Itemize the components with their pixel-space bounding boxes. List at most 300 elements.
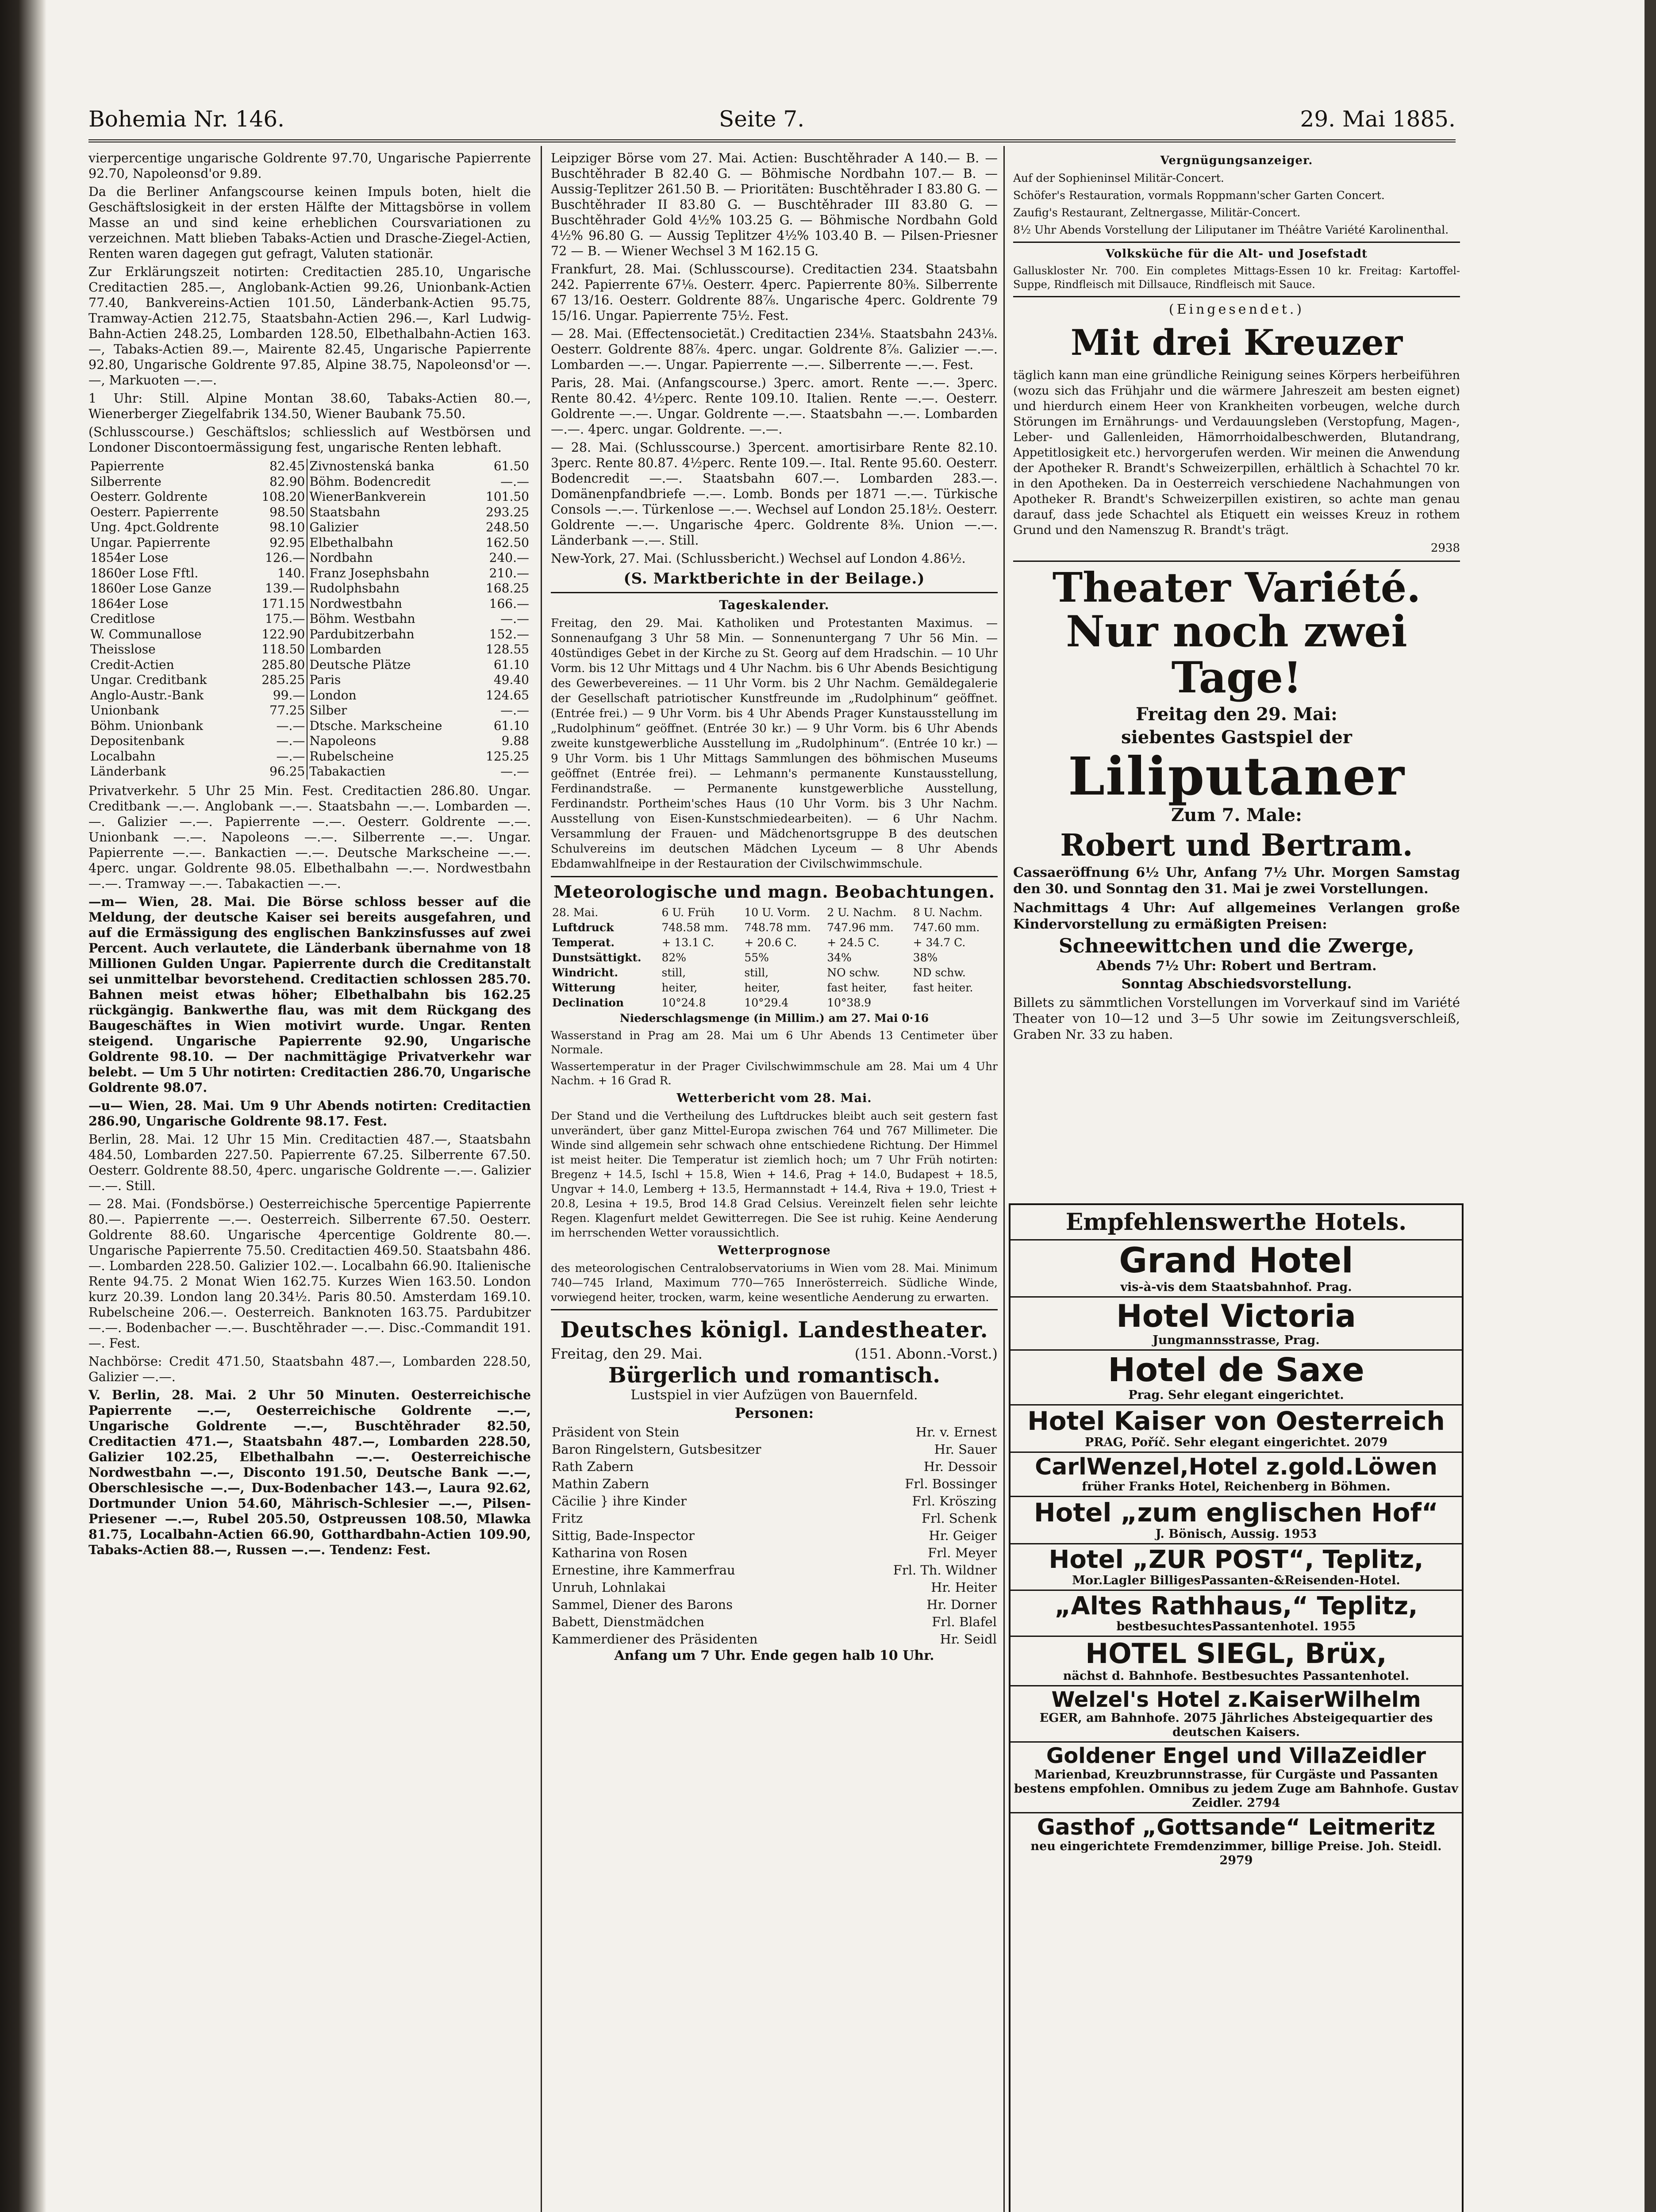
quote-value: 61.10 <box>493 657 529 672</box>
quote-name: Böhm. Unionbank <box>90 718 203 733</box>
quote-value: 124.65 <box>486 687 529 703</box>
quote-value: —.— <box>250 718 307 734</box>
quote-row <box>88 642 531 657</box>
hotel-name: CarlWenzel,Hotel z.gold.Löwen <box>1035 1454 1437 1481</box>
berlin-afternoon-report: V. Berlin, 28. Mai. 2 Uhr 50 Minuten. Oesterreichische Papierrente —.—, Oesterreichische Goldrente —.—, Ungarische Goldrente —.—, Buschtěhrader 82.50, Creditactien 471.—, Staatsbahn 487.—, Lombarden 228.50, Galizier 102.25, Elbethalbahn —.—. Oesterreichische Nordwestbahn —.—, Disconto 191.50, Deutsche Bank —.—, Oberschlesische —.—, Dux-Bodenbacher 143.—, Laura 92.62, Dortmunder Union 54.60, Mährisch-Schlesier —.—, Pilsen-Priesener —.—, Rubel 205.50, Ostpreussen 108.50, Mlawka 81.75, Localbahn-Actien 66.90, Gotthardbahn-Actien 109.90, Tabaks-Actien 88.—, Russen —.—. Tendenz: Fest. <box>88 1387 531 1557</box>
variete-mal: Zum 7. Male: <box>1171 805 1302 826</box>
theatre-date: Freitag, den 29. Mai. (151. Abonn.-Vorst.) <box>551 1345 998 1362</box>
quote-name: Napoleons <box>309 733 377 748</box>
quote-value: —.— <box>250 733 307 749</box>
hotel-name: Hotel „ZUR POST“, Teplitz, <box>1049 1545 1424 1575</box>
hotel-ad <box>1011 1406 1462 1453</box>
cast-row <box>551 1631 998 1648</box>
quote-name: Oesterr. Papierrente <box>90 504 219 519</box>
cast-actor: Hr. Dessoir <box>923 1459 997 1474</box>
quote-value: 92.95 <box>250 535 307 551</box>
hotels-title: Empfehlenswerthe Hotels. <box>1065 1209 1407 1236</box>
meteo-cell: + 13.1 C. <box>661 936 715 949</box>
hotel-details: Prag. Sehr elegant eingerichtet. <box>1128 1388 1344 1402</box>
cast-row <box>551 1613 998 1631</box>
cast-actor: Frl. Meyer <box>928 1545 997 1560</box>
meteo-cell: 55% <box>744 951 769 964</box>
closing-quotes-table <box>88 459 531 780</box>
quote-value: 96.25 <box>250 764 307 780</box>
quote-name: 1854er Lose <box>90 550 169 565</box>
hotel-name: Hotel de Saxe <box>1108 1351 1364 1389</box>
quote-row <box>88 550 531 566</box>
quote-value: 61.50 <box>493 459 529 473</box>
meteo-cell: fast heiter, <box>827 981 888 994</box>
hotel-ad <box>1011 1686 1462 1743</box>
cast-actor: Hr. Seidl <box>940 1632 997 1647</box>
quote-value: 98.50 <box>250 505 307 520</box>
quote-name: Nordwestbahn <box>309 596 402 611</box>
quote-row <box>88 688 531 703</box>
variete-text: Billets zu sämmtlichen Vorstellungen im Vorverkauf sind im Variété Theater von 10—12 und 3—5 Uhr sowie im Zeitungsverschleiß, Graben Nr. 33 zu haben. <box>1013 995 1460 1042</box>
divider <box>551 592 998 593</box>
hotel-ad <box>1011 1544 1462 1591</box>
quote-name: 1864er Lose <box>90 596 169 611</box>
quote-name: Paris <box>309 672 341 687</box>
quote-row <box>88 703 531 718</box>
cast-actor: Hr. Heiter <box>931 1580 997 1595</box>
quote-value: —.— <box>250 749 307 764</box>
quote-name: Ungar. Papierrente <box>90 535 211 550</box>
theatre-times: Anfang um 7 Uhr. Ende gegen halb 10 Uhr. <box>614 1648 934 1663</box>
quote-value: 175.— <box>250 611 307 627</box>
hotel-name: Hotel Kaiser von Oesterreich <box>1027 1406 1445 1436</box>
cast-row <box>551 1596 998 1613</box>
meteo-note: Wassertemperatur in der Prager Civilschwimmschule am 28. Mai um 4 Uhr Nachm. + 16 Grad R. <box>551 1060 998 1087</box>
cast-row <box>551 1510 998 1527</box>
quote-value: 77.25 <box>250 703 307 718</box>
cast-role: Katharina von Rosen <box>552 1545 688 1560</box>
meteo-table <box>551 905 998 1010</box>
quote-name: Anglo-Austr.-Bank <box>90 687 204 703</box>
quote-row <box>88 718 531 734</box>
meteo-cell: still, <box>661 966 686 979</box>
market-paragraph: Privatverkehr. 5 Uhr 25 Min. Fest. Creditactien 286.80. Ungar. Creditbank —.—. Anglobank —.—. Staatsbahn —.—. Lombarden —.—. Galizier —.—. Papierrente —.—. Oesterr. Goldrente —.—. Unionbank —.—. Napoleons —.—. Silberrente —.—. Ungar. Papierrente —.—. Bankactien —.—. Deutsche Markscheine —.—. 4perc. ungar. Goldrente 98.05. Elbethalbahn —.—. Nordwestbahn —.—. Tramway —.—. Tabakactien —.—. <box>88 783 531 891</box>
hotel-ad <box>1011 1637 1462 1686</box>
quote-value: —.— <box>500 611 529 626</box>
quote-name: Unionbank <box>90 703 159 718</box>
entertainment-item: 8½ Uhr Abends Vorstellung der Liliputaner im Théâtre Variété Karolinenthal. <box>1013 223 1449 236</box>
quote-row <box>88 764 531 780</box>
quote-value: —.— <box>500 703 529 718</box>
quote-name: London <box>309 687 357 703</box>
quote-value: 171.15 <box>250 596 307 612</box>
variete-days-left: Nur noch zwei Tage! <box>1066 607 1407 703</box>
column-advertisements <box>1013 150 1460 1045</box>
meteo-cell: 747.60 mm. <box>913 921 980 934</box>
hotel-name: Grand Hotel <box>1119 1241 1353 1281</box>
cast-row <box>551 1441 998 1458</box>
header-page-number: Seite 7. <box>719 106 805 132</box>
meteo-cell: fast heiter. <box>913 981 973 994</box>
hotel-ad <box>1011 1351 1462 1406</box>
cast-role: Sammel, Diener des Barons <box>552 1597 733 1612</box>
quote-value: 61.10 <box>493 718 529 733</box>
header-date: 29. Mai 1885. <box>1300 106 1456 132</box>
meteo-note: Wasserstand in Prag am 28. Mai um 6 Uhr Abends 13 Centimeter über Normale. <box>551 1029 998 1056</box>
meteo-cell: 38% <box>913 951 938 964</box>
ad-number: 2938 <box>1430 541 1460 555</box>
quote-name: Böhm. Westbahn <box>309 611 415 626</box>
cast-row <box>551 1527 998 1544</box>
quote-row <box>88 566 531 581</box>
quote-name: Rubelscheine <box>309 749 394 764</box>
quote-value: 128.55 <box>486 642 529 657</box>
cast-role: Baron Ringelstern, Gutsbesitzer <box>552 1442 761 1457</box>
meteo-cell: heiter, <box>661 981 698 994</box>
variete-title: Theater Variété. <box>1052 564 1421 611</box>
hotels-title-block <box>1011 1205 1462 1240</box>
hotel-details: Mor.Lagler BilligesPassanten-&Reisenden-Hotel. <box>1072 1573 1400 1587</box>
hotel-name: „Altes Rathhaus,“ Teplitz, <box>1054 1591 1418 1621</box>
quote-row <box>88 520 531 535</box>
hotel-details: bestbesuchtesPassantenhotel. 1955 <box>1116 1620 1356 1634</box>
quote-value: 139.— <box>250 581 307 596</box>
quote-name: Credit-Actien <box>90 657 174 672</box>
hotel-name: Hotel Victoria <box>1116 1298 1356 1334</box>
weather-report: Der Stand und die Vertheilung des Luftdruckes bleibt auch seit gestern fast unverändert, über ganz Mittel-Europa zwischen 764 und 767 Millimeter. Die Winde sind allgemein sehr schwach ohne entschiedene Richtung. Der Himmel ist meist heiter. Die Temperatur ist ziemlich hoch; um 7 Uhr Früh notirten: Bregenz + 14.5, Ischl + 15.8, Wien + 14.6, Prag + 14.0, Budapest + 18.5, Ungvar + 14.0, Lemberg + 13.5, Hermannstadt + 14.4, Riva + 19.0, Triest + 20.8, Lesina + 19.5, Brod 14.8 Grad Celsius. Vereinzelt fielen sehr leichte Regen. Klagenfurt meldet Gewitterregen. Die See ist ruhig. Keine Aenderung im herrschenden Wetter voraussichtlich. <box>551 1110 998 1239</box>
quote-value: 126.— <box>250 550 307 566</box>
quote-value: 82.45 <box>250 459 307 474</box>
quote-value: 99.— <box>250 688 307 703</box>
cast-actor: Hr. v. Ernest <box>915 1425 997 1440</box>
meteo-row <box>551 980 998 995</box>
variete-text: Abends 7½ Uhr: Robert und Bertram. <box>1096 958 1377 974</box>
liliputaner-headline: Liliputaner <box>1068 745 1405 807</box>
quote-row <box>88 672 531 688</box>
quote-row <box>88 459 531 474</box>
paris-report: Paris, 28. Mai. (Anfangscourse.) 3perc. amort. Rente —.—. 3perc. Rente 80.42. 4½perc. Rente 109.10. Italien. Rente —.—. Oesterr. Goldrente —.—. Ungar. Goldrente —.—. Staatsbahn —.—. Lombarden —.—. 4perc. ungar. Goldrente. —.—. <box>551 376 998 437</box>
quote-name: Elbethalbahn <box>309 535 393 550</box>
quote-value: 125.25 <box>486 749 529 764</box>
hotel-name: Gasthof „Gottsande“ Leitmeritz <box>1037 1814 1436 1840</box>
meteo-cell: Temperat. <box>552 936 615 949</box>
quote-name: Länderbank <box>90 764 166 779</box>
quote-name: Franz Josephsbahn <box>309 565 430 580</box>
quote-name: Silberrente <box>90 474 161 489</box>
quote-name: Lombarden <box>309 642 381 657</box>
quote-value: 166.— <box>489 596 529 611</box>
hotel-ad <box>1011 1813 1462 1870</box>
meteo-cell: 82% <box>661 951 687 964</box>
meteo-header-cell: 10 U. Vorm. <box>744 906 811 919</box>
scan-page-edge-right <box>1644 0 1656 2212</box>
market-paragraph: 1 Uhr: Still. Alpine Montan 38.60, Tabaks-Actien 80.—, Wienerberger Ziegelfabrik 134.50, Wiener Baubank 75.50. <box>88 391 531 421</box>
frankfurt-effecten: — 28. Mai. (Effectensocietät.) Creditactien 234⅛. Staatsbahn 243⅛. Oesterr. Goldrente 88⅞. 4perc. ungar. Goldrente 8⁷⁄₈. Galizier —.—. Lombarden —.—. Ungar. Papierrente —.—. Silberrente —.—. Fest. <box>551 326 998 372</box>
cast-row <box>551 1579 998 1596</box>
quote-name: Depositenbank <box>90 733 184 748</box>
quote-name: Staatsbahn <box>309 504 380 519</box>
quote-name: Galizier <box>309 520 358 534</box>
newyork-report: New-York, 27. Mai. (Schlussbericht.) Wechsel auf London 4.86½. <box>551 551 966 566</box>
hotel-ad <box>1011 1497 1462 1544</box>
meteo-row <box>551 950 998 965</box>
robert-bertram: Robert und Bertram. <box>1060 828 1413 863</box>
quote-name: WienerBankverein <box>309 489 426 504</box>
hotel-ad <box>1011 1298 1462 1351</box>
quote-name: Pardubitzerbahn <box>309 626 415 641</box>
hotel-name: Welzel's Hotel z.KaiserWilhelm <box>1051 1687 1421 1712</box>
quote-row <box>88 627 531 642</box>
hotel-name: Goldener Engel und VillaZeidler <box>1046 1743 1426 1769</box>
quote-row <box>88 535 531 551</box>
cast-role: Fritz <box>552 1511 583 1526</box>
meteo-cell: + 20.6 C. <box>744 936 797 949</box>
play-title: Bürgerlich und romantisch. <box>608 1363 940 1388</box>
frankfurt-report: Frankfurt, 28. Mai. (Schlusscourse). Creditactien 234. Staatsbahn 242. Papierrente 67⅛. Oesterr. 4perc. Papierrente 80⅜. Silberrente 67 13/16. Oesterr. Goldrente 88⅞. Ungarische 4perc. Goldrente 79 15/16. Ungar. Papierrente 75½. Fest. <box>551 262 998 323</box>
quote-name: Creditlose <box>90 611 155 626</box>
market-paragraph: Da die Berliner Anfangscourse keinen Impuls boten, hielt die Geschäftslosigkeit in der ersten Hälfte der Mittagsbörse in vollem Masse an und sind keine erheblichen Coursvariationen zu verzeichnen. Matt blieben Tabaks-Actien und Drasche-Ziegel-Actien, Renten waren dagegen gut gefragt, Valuten stationär. <box>88 184 531 261</box>
cast-row <box>551 1475 998 1493</box>
vienna-report: —m— Wien, 28. Mai. Die Börse schloss besser auf die Meldung, der deutsche Kaiser sei bereits ausgefahren, und auf die Ermässigung des englischen Bankzinsfusses auf zwei Percent. Auch verlautete, die Länderbank übernahme von 18 Millionen Gulden Ungar. Papierrente durch die Creditanstalt sei unmittelbar bevorstehend. Creditactien schlossen 285.70. Bahnen meist etwas höher; Elbethalbahn bis 162.25 rückgängig. Bankwerthe flau, was mit dem Rückgang des Baugeschäftes in Wien motivirt wurde. Ungar. Renten steigend. Ungarische Papierrente 92.90, Ungarische Goldrente 98.10. — Der nachmittägige Privatverkehr war belebt. — Um 5 Uhr notirten: Creditactien 286.70, Ungarische Goldrente 98.07. <box>88 894 531 1095</box>
meteo-cell: Luftdruck <box>552 921 614 934</box>
kreuzer-headline: Mit drei Kreuzer <box>1070 322 1403 363</box>
cast-heading: Personen: <box>734 1405 814 1421</box>
quote-value: 240.— <box>489 550 529 565</box>
quote-value: 108.20 <box>250 489 307 505</box>
vienna-evening-report: —u— Wien, 28. Mai. Um 9 Uhr Abends notirten: Creditactien 286.90, Ungarische Goldrente 98.17. Fest. <box>88 1098 531 1129</box>
quote-value: 122.90 <box>250 627 307 642</box>
hotel-details: Jungmannsstrasse, Prag. <box>1153 1333 1320 1347</box>
quote-name: Localbahn <box>90 749 156 764</box>
meteo-cell: 34% <box>827 951 852 964</box>
hotel-details: nächst d. Bahnhofe. Bestbesuchtes Passantenhotel. <box>1063 1669 1410 1683</box>
paris-closing: — 28. Mai. (Schlusscourse.) 3percent. amortisirbare Rente 82.10. 3perc. Rente 80.87. 4½perc. Rente 109.—. Ital. Rente 95.60. Oesterr. Bodencredit —.—. Staatsbahn 607.—. Lombarden 283.—. Domänenpfandbriefe —.—. Lomb. Bonds per 1871 —.—. Türkische Consols —.—. Türkenlose —.—. Wechsel auf London 25.18½. Oesterr. Goldrente —.—. Ungarische 4perc. Goldrente 8⅜. Union —.—. Länderbank —.—. Still. <box>551 440 998 548</box>
variete-text: Nachmittags 4 Uhr: Auf allgemeines Verlangen große Kindervorstellung zu ermäßigten Preisen: <box>1013 900 1460 932</box>
quote-value: 101.50 <box>486 489 529 504</box>
hotel-name: Hotel „zum englischen Hof“ <box>1034 1498 1438 1528</box>
play-subtitle: Lustspiel in vier Aufzügen von Bauernfeld. <box>630 1387 918 1403</box>
scan-page-edge-left <box>0 0 46 2212</box>
cast-role: Unruh, Lohnlakai <box>552 1580 666 1595</box>
quote-value: 168.25 <box>486 581 529 595</box>
cast-role: Kammerdiener des Präsidenten <box>552 1632 758 1647</box>
quote-value: 98.10 <box>250 520 307 535</box>
meteo-row <box>551 995 998 1010</box>
quote-name: Nordbahn <box>309 550 373 565</box>
cast-row <box>551 1458 998 1475</box>
meteo-cell: 10°29.4 <box>744 996 789 1009</box>
variete-text: Sonntag Abschiedsvorstellung. <box>1121 976 1352 992</box>
quote-name: Rudolphsbahn <box>309 581 400 595</box>
entertainment-item: Zaufig's Restaurant, Zeltnergasse, Militär-Concert. <box>1013 206 1301 219</box>
hotel-details: Marienbad, Kreuzbrunnstrasse, für Curgäste und Passanten bestens empfohlen. Omnibus zu jedem Zuge am Bahnhofe. Gustav Zeidler. 2794 <box>1014 1768 1458 1810</box>
quote-name: Silber <box>309 703 347 718</box>
meteo-cell: 10°24.8 <box>661 996 706 1009</box>
quote-name: Ungar. Creditbank <box>90 672 207 687</box>
meteo-cell: ND schw. <box>913 966 966 979</box>
weather-report-title: Wetterbericht vom 28. Mai. <box>676 1091 872 1105</box>
entertainment-title: Vergnügungsanzeiger. <box>1160 154 1313 167</box>
variete-text: Cassaeröffnung 6½ Uhr, Anfang 7½ Uhr. Morgen Samstag den 30. und Sonntag den 31. Mai je zwei Vorstellungen. <box>1013 865 1460 897</box>
quote-value: 162.50 <box>486 535 529 550</box>
cast-actor: Frl. Th. Wildner <box>893 1563 997 1578</box>
column-rule-2 <box>1003 146 1005 2212</box>
meteo-note: Niederschlagsmenge (in Millim.) am 27. Mai 0·16 <box>619 1012 929 1025</box>
quote-value: 210.— <box>489 565 529 580</box>
hotel-details: J. Bönisch, Aussig. 1953 <box>1155 1527 1317 1541</box>
hotel-name: HOTEL SIEGL, Brüx, <box>1085 1637 1387 1670</box>
cast-role: Sittig, Bade-Inspector <box>552 1528 695 1543</box>
quote-value: 285.25 <box>250 672 307 688</box>
hotel-details: vis-à-vis dem Staatsbahnhof. Prag. <box>1120 1280 1352 1294</box>
quote-name: Tabakactien <box>309 764 386 779</box>
market-paragraph: vierpercentige ungarische Goldrente 97.70, Ungarische Papierrente 92.70, Napoleonsd'or 9.89. <box>88 151 531 181</box>
divider <box>1013 242 1460 243</box>
meteo-cell: Witterung <box>552 981 616 994</box>
market-paragraph: (Schlusscourse.) Geschäftslos; schliesslich auf Westbörsen und Londoner Discontoermässigung fest, ungarische Renten lebhaft. <box>88 425 531 455</box>
header-rule <box>88 139 1456 144</box>
cast-row <box>551 1544 998 1562</box>
variete-date: Freitag den 29. Mai: <box>1136 704 1337 725</box>
cast-row <box>551 1562 998 1579</box>
eingesendet-label: (Eingesendet.) <box>1168 302 1305 317</box>
berlin-fondsboerse: — 28. Mai. (Fondsbörse.) Oesterreichische 5percentige Papierrente 80.—. Papierrente —.—. Oesterreich. Silberrente 67.50. Oesterr. Goldrente 88.60. Ungarische 4percentige Goldrente 80.—. Ungarische Papierrente 75.50. Creditactien 469.50. Staatsbahn 486.—. Lombarden 228.50. Galizier 102.—. Localbahn 66.90. Italienische Rente 94.75. 2 Monat Wien 162.75. Kurzes Wien 163.50. London kurz 20.39. London lang 20.34½. Paris 80.50. Amsterdam 169.10. Rubelscheine 206.—. Oesterreich. Banknoten 163.75. Pardubitzer —.—. Bodenbacher —.—. Buschtěhrader —.—. Disc.-Commandit 191.—. Fest. <box>88 1196 531 1351</box>
forecast-text: des meteorologischen Centralobservatoriums in Wien vom 28. Mai. Minimum 740—745 Irland, Maximum 770—765 Innerösterreich. Südliche Winde, vorwiegend heiter, trocken, warm, keine wesentliche Aenderung zu erwarten. <box>551 1262 998 1304</box>
hotel-ad <box>1011 1453 1462 1497</box>
quote-value: 49.40 <box>493 672 529 687</box>
quote-row <box>88 581 531 596</box>
leipzig-report: Leipziger Börse vom 27. Mai. Actien: Buschtěhrader A 140.— B. — Buschtěhrader B 82.40 G. — Böhmische Nordbahn 107.— B. — Aussig-Teplitzer 261.50 B. — Prioritäten: Buschtěhrader I 83.80 G. — Buschtěhrader II 83.80 G. — Buschtěhrader III 83.80 G. — Buschtěhrader Gold 4½% 103.25 G. — Böhmische Nordbahn Gold 4½% 96.80 G. — Aussig Teplitzer 4½% 103.40 B. — Pilsen-Priesner 72 — B. — Wiener Wechsel 3 M 162.15 G. <box>551 151 998 258</box>
quote-value: 140. <box>250 566 307 581</box>
divider <box>551 1309 998 1310</box>
nachboerse: Nachbörse: Credit 471.50, Staatsbahn 487.—, Lombarden 228.50, Galizier —.—. <box>88 1354 531 1384</box>
cast-actor: Hr. Geiger <box>929 1528 997 1543</box>
meteo-cell: heiter, <box>744 981 780 994</box>
quote-value: 285.80 <box>250 657 307 673</box>
calendar-title: Tageskalender. <box>719 598 830 612</box>
meteo-cell: 10°38.9 <box>827 996 872 1009</box>
quote-row <box>88 474 531 490</box>
forecast-title: Wetterprognose <box>718 1244 831 1257</box>
quote-value: 248.50 <box>486 520 529 534</box>
meteo-header-cell: 6 U. Früh <box>661 906 715 919</box>
cast-row <box>551 1493 998 1510</box>
cast-role: Mathin Zabern <box>552 1476 649 1491</box>
quote-value: 152.— <box>489 626 529 641</box>
schneewittchen: Schneewittchen und die Zwerge, <box>1059 935 1414 957</box>
quote-value: 293.25 <box>486 504 529 519</box>
meteo-cell: Windricht. <box>552 966 619 979</box>
meteo-cell: + 34.7 C. <box>913 936 966 949</box>
cast-role: Cäcilie } ihre Kinder <box>552 1494 687 1509</box>
hotel-details: EGER, am Bahnhofe. 2075 Jährliches Absteigequartier des deutschen Kaisers. <box>1039 1711 1433 1740</box>
meteo-row <box>551 920 998 935</box>
quote-name: 1860er Lose Ganze <box>90 581 211 595</box>
meteo-header-cell: 2 U. Nachm. <box>827 906 897 919</box>
column-rule-1 <box>541 146 542 2212</box>
cast-row <box>551 1424 998 1441</box>
volkskueche-title: Volksküche für die Alt- und Josefstadt <box>1105 247 1368 261</box>
hotel-details: früher Franks Hotel, Reichenberg in Böhmen. <box>1082 1480 1391 1494</box>
cast-actor: Hr. Dorner <box>926 1597 997 1612</box>
cast-actor: Frl. Bossinger <box>905 1476 997 1491</box>
quote-name: 1860er Lose Fftl. <box>90 565 199 580</box>
divider <box>551 876 998 877</box>
cast-actor: Hr. Sauer <box>934 1442 997 1457</box>
meteo-cell: 748.58 mm. <box>661 921 729 934</box>
header-publication: Bohemia Nr. 146. <box>88 106 285 132</box>
column-stock-exchange <box>88 150 531 1560</box>
hotel-ad <box>1011 1591 1462 1637</box>
quote-name: Oesterr. Goldrente <box>90 489 208 504</box>
quote-name: Ung. 4pct.Goldrente <box>90 520 219 534</box>
market-paragraph: Zur Erklärungszeit notirten: Creditactien 285.10, Ungarische Creditactien 285.—, Anglobank-Actien 99.26, Unionbank-Actien 77.40, Bankvereins-Actien 101.50, Länderbank-Actien 95.75, Tramway-Actien 212.75, Staatsbahn-Actien 296.—, Karl Ludwig-Bahn-Actien 248.25, Lombarden 128.50, Elbethalbahn-Actien 163.—, Tabaks-Actien 89.—, Mairente 82.45, Ungarische Papierrente 92.80, Ungarische Goldrente 97.85, Alpine 38.75, Napoleonsd'or —.—, Markuoten —.—. <box>88 265 531 388</box>
variete-gastspiel: siebentes Gastspiel der <box>1121 727 1352 748</box>
theatre-title: Deutsches königl. Landestheater. <box>560 1317 988 1343</box>
meteo-cell: still, <box>744 966 769 979</box>
meteo-cell: Declination <box>552 996 624 1009</box>
meteo-cell <box>912 995 998 1010</box>
meteo-cell: NO schw. <box>827 966 880 979</box>
quote-row <box>88 611 531 627</box>
meteo-row <box>551 965 998 980</box>
quote-name: Theisslose <box>90 642 156 657</box>
meteo-header-cell: 8 U. Nachm. <box>913 906 983 919</box>
kreuzer-ad-text: täglich kann man eine gründliche Reinigung seines Körpers herbeiführen (wozu sich das Frühjahr und die wärmere Jahreszeit am besten eignet) und hierdurch einem Heer von Krankheiten vorbeugen, welche durch Störungen im Ernährungs- und Verdauungsleben (Verstopfung, Magen-, Leber- und Gallenleiden, Hämorrhoidalbeschwerden, Blutandrang, Appetitlosigkeit etc.) hervorgerufen werden. Wir meinen die Anwendung der Apotheker R. Brandt's Schweizerpillen, erhältlich à Schachtel 70 kr. in den Apotheken. Da in Oesterreich verschiedene Nachahmungen von Apotheker R. Brandt's Schweizerpillen existiren, so achte man genau darauf, dass jede Schachtel als Etiquett ein weisses Kreuz in rothem Grund und den Namenszug R. Brandt's trägt. <box>1013 369 1460 537</box>
meteo-cell: Dunstsättigkt. <box>552 951 642 964</box>
quote-row <box>88 596 531 612</box>
meteo-cell: 747.96 mm. <box>827 921 894 934</box>
quote-row <box>88 733 531 749</box>
hotel-ad <box>1011 1240 1462 1298</box>
entertainment-item: Auf der Sophieninsel Militär-Concert. <box>1013 172 1224 184</box>
cast-role: Ernestine, ihre Kammerfrau <box>552 1563 735 1578</box>
page-header <box>88 102 1456 137</box>
quote-value: 9.88 <box>501 733 529 748</box>
quote-row <box>88 657 531 673</box>
quote-name: Deutsche Plätze <box>309 657 411 672</box>
column-markets-calendar <box>551 150 998 1666</box>
cast-actor: Frl. Schenk <box>922 1511 997 1526</box>
divider <box>1013 561 1460 562</box>
quote-row <box>88 749 531 764</box>
meteo-title: Meteorologische und magn. Beobachtungen. <box>553 882 995 902</box>
quote-name: Zivnostenská banka <box>309 459 434 473</box>
cast-list <box>551 1424 998 1648</box>
quote-value: 82.90 <box>250 474 307 490</box>
volkskueche-text: Galluskloster Nr. 700. Ein completes Mittags-Essen 10 kr. Freitag: Kartoffel-Suppe, Rindfleisch mit Dillsauce, Rindfleisch mit Sauce. <box>1013 265 1460 291</box>
cast-actor: Frl. Blafel <box>932 1614 997 1629</box>
hotels-box <box>1009 1203 1464 2212</box>
quote-value: —.— <box>500 474 529 489</box>
meteo-row <box>551 935 998 950</box>
beilage-note: (S. Marktberichte in der Beilage.) <box>623 570 925 588</box>
quote-name: W. Communallose <box>90 626 202 641</box>
cast-role: Babett, Dienstmädchen <box>552 1614 705 1629</box>
quote-name: Dtsche. Markscheine <box>309 718 442 733</box>
quote-value: 118.50 <box>250 642 307 657</box>
cast-role: Rath Zabern <box>552 1459 634 1474</box>
calendar-text: Freitag, den 29. Mai. Katholiken und Protestanten Maximus. — Sonnenaufgang 3 Uhr 58 Min. — Sonnenuntergang 7 Uhr 56 Min. — 40stündiges Gebet in der Kirche zu St. Georg auf dem Hradschin. — 10 Uhr Vorm. bis 12 Uhr Mittags und 4 Uhr Nachm. bis 6 Uhr Abends Besichtigung des Gewerbevereines. — 11 Uhr Vorm. bis 2 Uhr Nachm. Gemäldegalerie der Gesellschaft patriotischer Kunstfreunde im „Rudolphinum“ geöffnet. (Entrée frei.) — 9 Uhr Vorm. bis 4 Uhr Abends Prager Kunstausstellung im „Rudolphinum“ geöffnet. (Entrée 30 kr.) — 9 Uhr Vorm. bis 6 Uhr Abends zweite kunstgewerbliche Ausstellung im „Rudolphinum“. (Entrée 10 kr.) — 9 Uhr Vorm. bis 1 Uhr Mittags Sammlungen des böhmischen Museums geöffnet (Entrée frei). — Lehmann's permanente Kunstausstellung, Ferdinandstraße. — Permanente kunstgewerbliche Ausstellung, Ferdinandstr. Portheim'sches Haus (10 Uhr Vorm. bis 3 Uhr Nachm. Ausstellung von Eisen-Kunstschmiedearbeiten). — 6 Uhr Nachm. Versammlung der Frauen- und Mädchenortsgruppe B des deutschen Schulvereins im deutschen Mädchen Lyceum — 8 Uhr Abends Ebdamwahlfneipe in der Restauration der Civilschwimmschule. <box>551 617 998 871</box>
hotel-ad <box>1011 1743 1462 1813</box>
cast-actor: Frl. Kröszing <box>912 1494 997 1509</box>
berlin-report: Berlin, 28. Mai. 12 Uhr 15 Min. Creditactien 487.—, Staatsbahn 484.50, Lombarden 227.50. Papierrente 67.25. Silberrente 67.50. Oesterr. Goldrente 88.50, 4perc. ungarische Goldrente —.—. Galizier —.—. Still. <box>88 1132 531 1193</box>
cast-role: Präsident von Stein <box>552 1425 680 1440</box>
hotel-details: PRAG, Poříč. Sehr elegant eingerichtet. 2079 <box>1084 1436 1388 1450</box>
hotel-details: neu eingerichtete Fremdenzimmer, billige Preise. Joh. Steidl. 2979 <box>1030 1839 1442 1868</box>
meteo-cell: + 24.5 C. <box>827 936 880 949</box>
quote-name: Papierrente <box>90 459 164 473</box>
quote-row <box>88 489 531 505</box>
divider <box>1013 296 1460 297</box>
entertainment-item: Schöfer's Restauration, vormals Roppmann'scher Garten Concert. <box>1013 189 1385 202</box>
quote-row <box>88 505 531 520</box>
